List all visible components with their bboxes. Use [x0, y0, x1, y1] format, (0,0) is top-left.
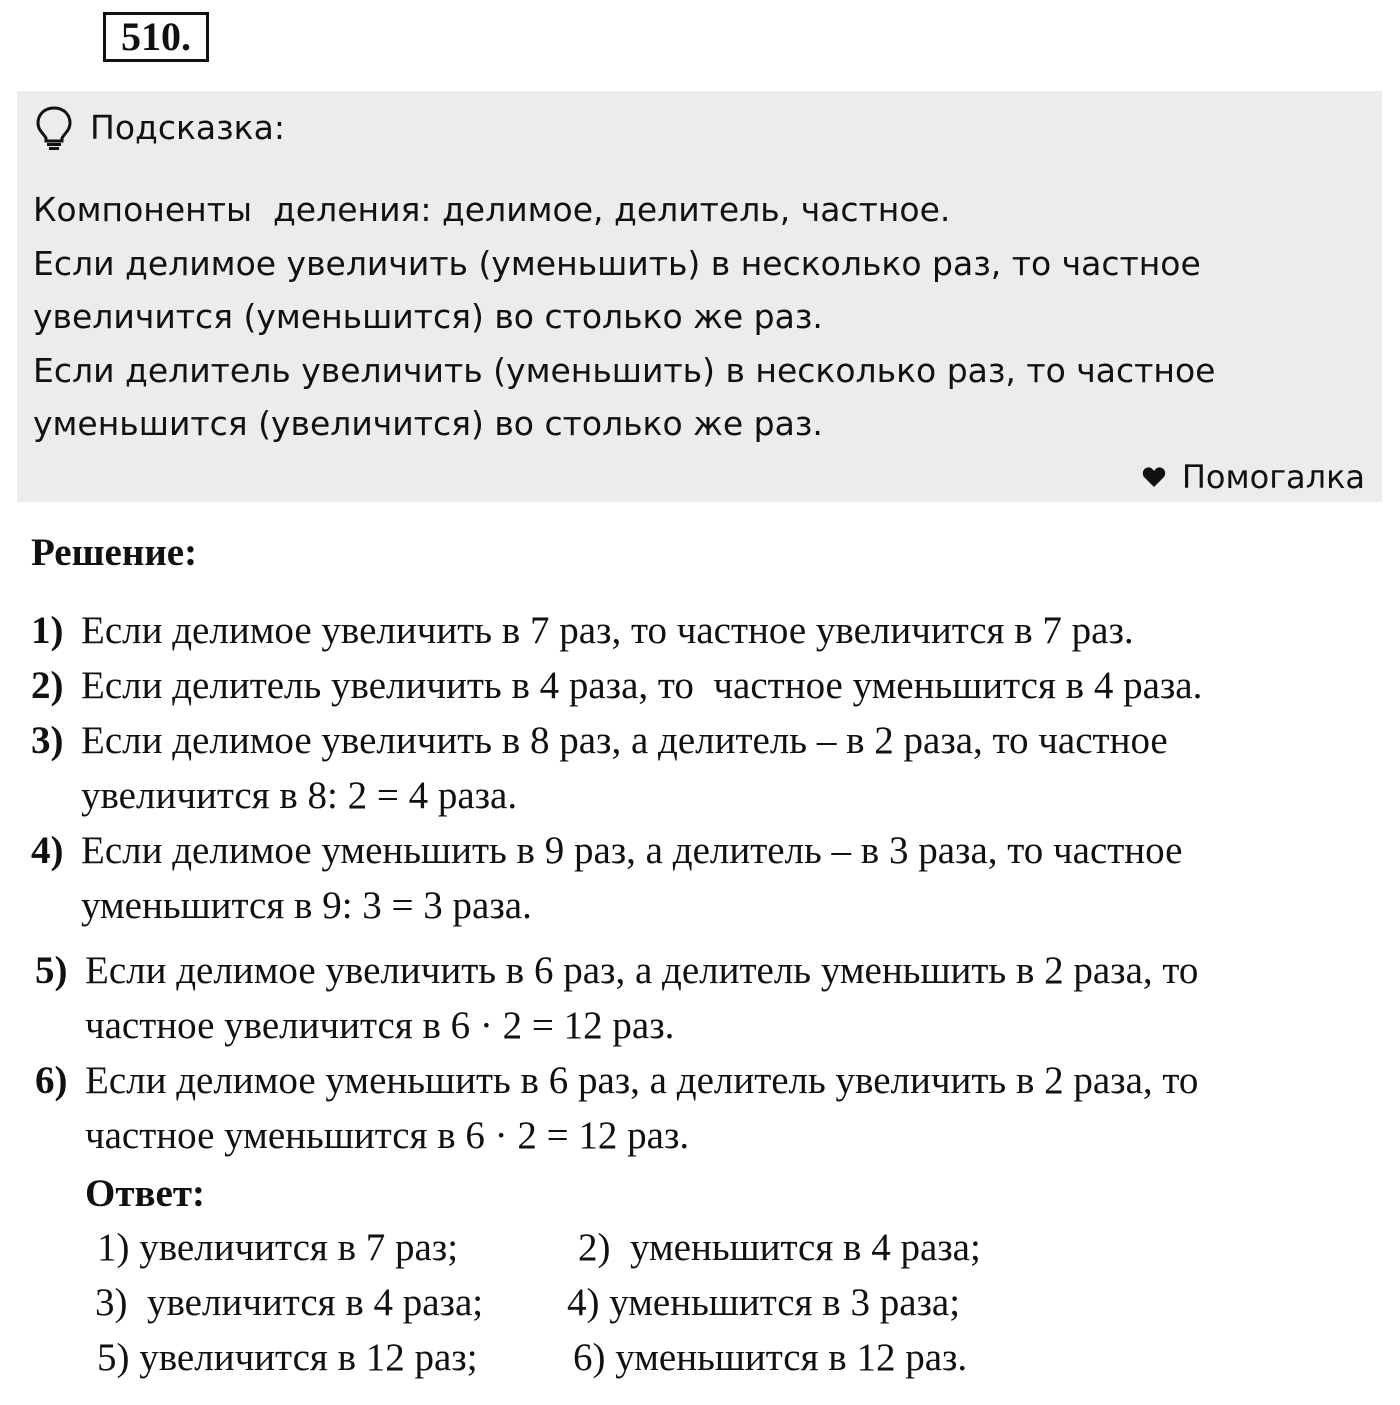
brand-name: Помогалка [1181, 458, 1365, 496]
item-line: Если делимое увеличить в 7 раз, то частное увеличится в 7 раз. [81, 609, 1134, 652]
heart-icon [1142, 466, 1166, 488]
item-line: частное увеличится в 6 · 2 = 12 раз. [85, 1004, 675, 1047]
item-number: 4) [31, 829, 64, 872]
item-line: Если делимое уменьшить в 9 раз, а делитель – в 3 раза, то частное [81, 829, 1183, 872]
hint-box [17, 91, 1382, 502]
task-number-box: 510. [103, 12, 209, 62]
answer-item-3: 3) увеличится в 4 раза; [95, 1281, 484, 1324]
item-line: Если делимое увеличить в 8 раз, а делитель – в 2 раза, то частное [81, 719, 1168, 762]
answer-title: Ответ: [85, 1172, 206, 1215]
answer-item-5: 5) увеличится в 12 раз; [97, 1336, 478, 1379]
hint-header [34, 105, 285, 151]
item-line: частное уменьшится в 6 · 2 = 12 раз. [85, 1114, 690, 1157]
answer-item-2: 2) уменьшится в 4 раза; [578, 1226, 981, 1269]
answer-item-6: 6) уменьшится в 12 раз. [573, 1336, 968, 1379]
item-line: увеличится в 8: 2 = 4 раза. [81, 774, 518, 817]
item-line: Если делимое увеличить в 6 раз, а делитель уменьшить в 2 раза, то [85, 949, 1199, 992]
hint-line: Если делитель увеличить (уменьшить) в несколько раз, то частное [33, 350, 1216, 390]
item-number: 2) [31, 664, 64, 707]
item-line: Если делимое уменьшить в 6 раз, а делитель увеличить в 2 раза, то [85, 1059, 1199, 1102]
solution-item-6 [35, 1053, 1385, 1163]
solution-item-1 [31, 603, 1381, 658]
solution-item-4 [31, 823, 1381, 933]
solution-item-3 [31, 713, 1381, 823]
hint-line: уменьшится (увеличится) во столько же раз. [33, 404, 823, 443]
hint-line: Компоненты деления: делимое, делитель, частное. [33, 190, 951, 229]
lightbulb-icon [34, 105, 74, 151]
answer-item-4: 4) уменьшится в 3 раза; [567, 1281, 961, 1324]
item-line: Если делитель увеличить в 4 раза, то частное уменьшится в 4 раза. [81, 664, 1203, 707]
hint-body [33, 183, 1363, 451]
solution-item-5 [35, 943, 1385, 1053]
brand-label [1142, 455, 1365, 499]
hint-line: увеличится (уменьшится) во столько же раз. [33, 297, 823, 336]
item-number: 5) [35, 949, 68, 992]
item-line: уменьшится в 9: 3 = 3 раза. [81, 884, 532, 927]
item-number: 1) [31, 609, 64, 652]
hint-title: Подсказка: [90, 108, 285, 147]
solution-item-2 [31, 658, 1381, 713]
hint-line: Если делимое увеличить (уменьшить) в несколько раз, то частное [33, 243, 1201, 283]
answer-item-1: 1) увеличится в 7 раз; [97, 1226, 459, 1269]
solution-title: Решение: [31, 531, 198, 574]
item-number: 3) [31, 719, 64, 762]
item-number: 6) [35, 1059, 68, 1102]
